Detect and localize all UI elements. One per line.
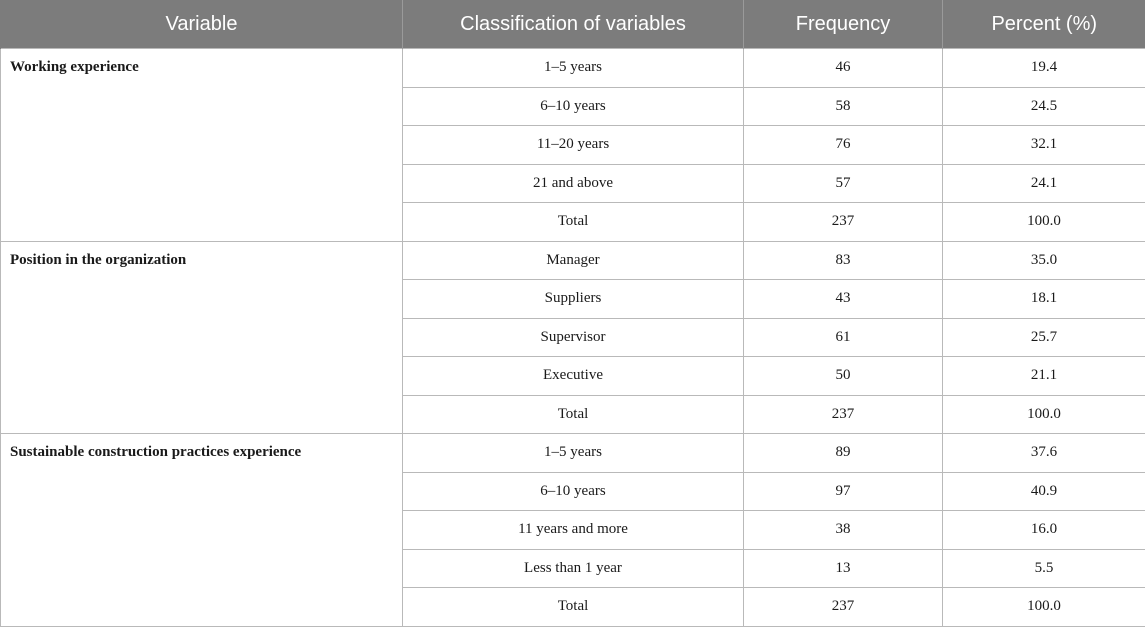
frequency-cell: 57 [744, 164, 943, 203]
frequency-cell: 38 [744, 511, 943, 550]
frequency-cell: 237 [744, 395, 943, 434]
classification-cell: Total [403, 395, 744, 434]
variable-cell: Working experience [1, 49, 403, 242]
percent-cell: 32.1 [943, 126, 1145, 165]
classification-cell: 11 years and more [403, 511, 744, 550]
header-classification: Classification of variables [403, 0, 744, 49]
frequency-cell: 237 [744, 203, 943, 242]
classification-cell: Less than 1 year [403, 549, 744, 588]
percent-cell: 24.5 [943, 87, 1145, 126]
classification-cell: 6–10 years [403, 87, 744, 126]
variable-cell: Position in the organization [1, 241, 403, 434]
frequency-cell: 50 [744, 357, 943, 396]
frequency-cell: 89 [744, 434, 943, 473]
percent-cell: 18.1 [943, 280, 1145, 319]
frequency-cell: 83 [744, 241, 943, 280]
classification-cell: Executive [403, 357, 744, 396]
frequency-cell: 58 [744, 87, 943, 126]
header-variable: Variable [1, 0, 403, 49]
classification-cell: Total [403, 203, 744, 242]
classification-cell: Manager [403, 241, 744, 280]
header-percent: Percent (%) [943, 0, 1145, 49]
percent-cell: 25.7 [943, 318, 1145, 357]
classification-cell: 21 and above [403, 164, 744, 203]
frequency-cell: 97 [744, 472, 943, 511]
percent-cell: 100.0 [943, 588, 1145, 627]
header-frequency: Frequency [744, 0, 943, 49]
table-row [1, 241, 1145, 280]
frequency-cell: 46 [744, 49, 943, 88]
percent-cell: 5.5 [943, 549, 1145, 588]
classification-cell: 1–5 years [403, 434, 744, 473]
percent-cell: 100.0 [943, 203, 1145, 242]
frequency-cell: 13 [744, 549, 943, 588]
percent-cell: 21.1 [943, 357, 1145, 396]
percent-cell: 24.1 [943, 164, 1145, 203]
classification-cell: 1–5 years [403, 49, 744, 88]
classification-cell: Suppliers [403, 280, 744, 319]
header-row [1, 0, 1145, 49]
frequency-cell: 237 [744, 588, 943, 627]
classification-cell: 11–20 years [403, 126, 744, 165]
classification-cell: Supervisor [403, 318, 744, 357]
frequency-cell: 43 [744, 280, 943, 319]
classification-cell: 6–10 years [403, 472, 744, 511]
percent-cell: 40.9 [943, 472, 1145, 511]
frequency-cell: 61 [744, 318, 943, 357]
frequency-cell: 76 [744, 126, 943, 165]
table-row [1, 434, 1145, 473]
percent-cell: 19.4 [943, 49, 1145, 88]
percent-cell: 35.0 [943, 241, 1145, 280]
percent-cell: 37.6 [943, 434, 1145, 473]
percent-cell: 16.0 [943, 511, 1145, 550]
variable-cell: Sustainable construction practices experience [1, 434, 403, 627]
classification-cell: Total [403, 588, 744, 627]
table-row [1, 49, 1145, 88]
percent-cell: 100.0 [943, 395, 1145, 434]
